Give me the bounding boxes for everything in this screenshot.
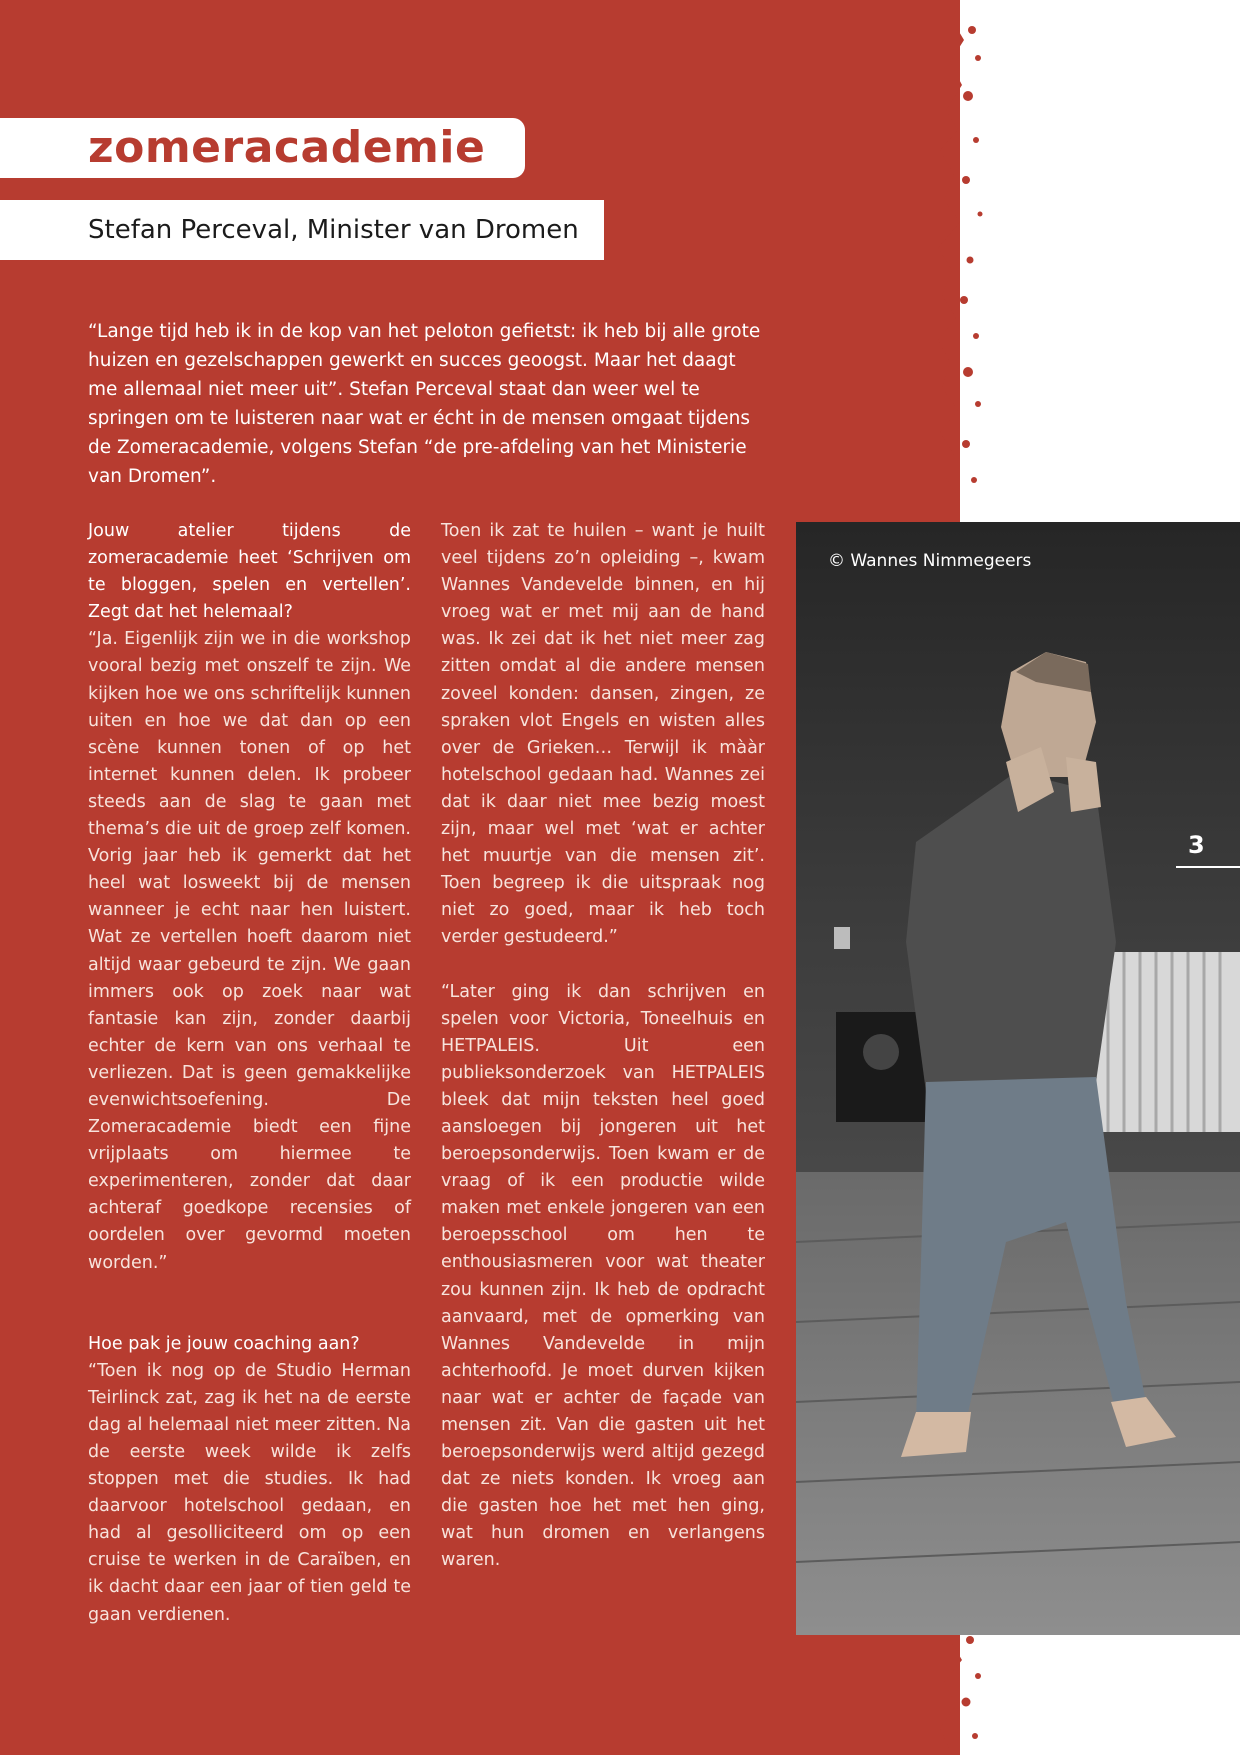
article-subtitle: Stefan Perceval, Minister van Dromen [88,215,579,245]
text-column-2 [441,518,765,1575]
interview-question: Jouw atelier tijdens de zomeracademie heet ‘Schrijven om te bloggen, spelen en vertellen’. Zegt dat het helemaal? [88,521,411,623]
portrait-photo [796,522,1240,1635]
interview-question: Hoe pak je jouw coaching aan? [88,1333,360,1354]
interview-answer: Toen ik zat te huilen – want je huilt veel tijdens zo’n opleiding –, kwam Wannes Vandevelde binnen, en hij vroeg wat er met mij aan de hand was. Ik zei dat ik het niet meer zag zitten omdat al die andere mensen zoveel konden: dansen, zingen, ze spraken vlot Engels en wisten alles over de Grieken… Terwijl ik mààr hotelschool gedaan had. Wannes zei dat ik daar niet mee bezig moest zijn, maar wel met ‘wat er achter het muurtje van die mensen zit’. Toen begreep ik die uitspraak nog niet zo goed, maar ik heb toch verder gestudeerd.” [441,521,765,948]
interview-answer: “Later ging ik dan schrijven en spelen voor Victoria, Toneelhuis en HETPALEIS. Uit een publieksonderzoek van HETPALEIS bleek dat mijn teksten heel goed aansloegen bij jongeren uit het beroepsonderwijs. Toen kwam er de vraag of ik een productie wilde maken met enkele jongeren van een beroepsschool om hen te enthousiasmeren voor wat theater zou kunnen zijn. Ik heb de opdracht aanvaard, met de opmerking van Wannes Vandevelde in mijn achterhoofd. Je moet durven kijken naar wat er achter de façade van mensen zit. Van die gasten uit het beroepsonderwijs werd altijd gezegd dat ze niets konden. Ik vroeg aan die gasten hoe het met hen ging, wat hun dromen en verlangens waren. [441,981,765,1571]
page-number-rule [1176,866,1240,868]
page-title: zomeracademie [88,122,486,173]
interview-answer: “Toen ik nog op de Studio Herman Teirlinck zat, zag ik het na de eerste dag al helemaal niet meer zitten. Na de eerste week wilde ik zelfs stoppen met die studies. Ik had daarvoor hotelschool gedaan, en had al gesolliciteerd om op een cruise te werken in de Caraïben, en ik dacht daar een jaar of tien geld te gaan verdienen. [88,1360,411,1625]
interview-answer: “Ja. Eigenlijk zijn we in die workshop vooral bezig met onszelf te zijn. We kijken hoe we ons schriftelijk kunnen uiten en hoe we dat dan op een scène kunnen tonen of op het internet kunnen delen. Ik probeer steeds aan de slag te gaan met thema’s die uit de groep zelf komen. Vorig jaar heb ik gemerkt dat het heel wat losweekt bij de mensen wanneer je echt naar hen luistert. Wat ze vertellen hoeft daarom niet altijd waar gebeurd te zijn. We gaan immers ook op zoek naar wat fantasie kan zijn, zonder daarbij echter de kern van ons verhaal te verliezen. Dat is geen gemakkelijke evenwichtsoefening. De Zomeracademie biedt een fijne vrijplaats om hiermee te experimenteren, zonder dat daar achteraf goedkope recensies of oordelen over gevormd moeten worden.” [88,629,411,1273]
paragraph-gap [88,1277,411,1304]
page-number: 3 [1188,831,1205,859]
text-column-1 [88,518,411,1629]
paragraph-gap [441,952,765,979]
paragraph-gap [88,1304,411,1331]
photo-credit: © Wannes Nimmegeers [828,551,1032,571]
lead-paragraph: “Lange tijd heb ik in de kop van het peloton gefietst: ik heb bij alle grote huizen en gezelschappen gewerkt en succes geoogst. Maar het daagt me allemaal niet meer uit”. Stefan Perceval staat dan weer wel te springen om te luisteren naar wat er écht in de mensen omgaat tijdens de Zomeracademie, volgens Stefan “de pre-afdeling van het Ministerie van Dromen”. [88,321,761,487]
